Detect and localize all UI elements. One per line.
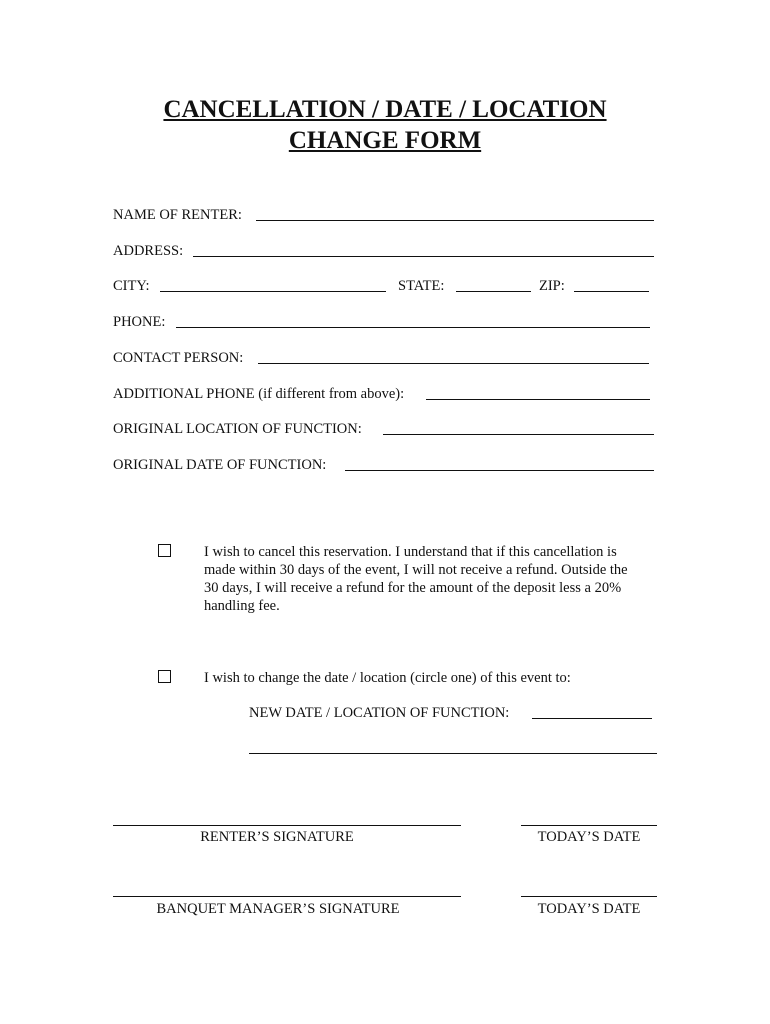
zip-label: ZIP:	[539, 278, 565, 294]
new-date-location-field[interactable]	[532, 718, 652, 719]
cancel-text-line: 30 days, I will receive a refund for the amount of the deposit less a 20%	[204, 580, 622, 596]
renter-date-line[interactable]	[521, 825, 657, 826]
renter-signature-label: RENTER’S SIGNATURE	[200, 829, 354, 845]
state-label: STATE:	[398, 278, 445, 294]
original-location-field[interactable]	[383, 434, 654, 435]
cancel-checkbox[interactable]	[158, 544, 171, 557]
name-of-renter-field[interactable]	[256, 220, 654, 221]
cancel-text-line: I wish to cancel this reservation. I understand that if this cancellation is	[204, 544, 617, 560]
manager-signature-label: BANQUET MANAGER’S SIGNATURE	[156, 901, 400, 917]
address-label: ADDRESS:	[113, 243, 184, 259]
manager-date-label: TODAY’S DATE	[537, 901, 641, 917]
manager-signature-line[interactable]	[113, 896, 461, 897]
renter-date-label: TODAY’S DATE	[537, 829, 641, 845]
phone-label: PHONE:	[113, 314, 166, 330]
phone-field[interactable]	[176, 327, 650, 328]
change-text: I wish to change the date / location (circle one) of this event to:	[204, 670, 571, 686]
form-title-line-2: CHANGE FORM	[288, 127, 482, 154]
renter-signature-line[interactable]	[113, 825, 461, 826]
contact-person-label: CONTACT PERSON:	[113, 350, 244, 366]
new-date-location-field-continued[interactable]	[249, 753, 657, 754]
state-field[interactable]	[456, 291, 531, 292]
original-date-label: ORIGINAL DATE OF FUNCTION:	[113, 457, 327, 473]
city-label: CITY:	[113, 278, 150, 294]
contact-person-field[interactable]	[258, 363, 649, 364]
additional-phone-field[interactable]	[426, 399, 650, 400]
cancel-text-line: made within 30 days of the event, I will not receive a refund. Outside the	[204, 562, 628, 578]
form-title-line-1: CANCELLATION / DATE / LOCATION	[163, 96, 607, 123]
cancel-text-line: handling fee.	[204, 598, 280, 614]
manager-date-line[interactable]	[521, 896, 657, 897]
new-date-location-label: NEW DATE / LOCATION OF FUNCTION:	[249, 705, 510, 721]
additional-phone-label: ADDITIONAL PHONE (if different from above):	[113, 386, 405, 402]
change-checkbox[interactable]	[158, 670, 171, 683]
city-field[interactable]	[160, 291, 386, 292]
zip-field[interactable]	[574, 291, 649, 292]
original-date-field[interactable]	[345, 470, 654, 471]
original-location-label: ORIGINAL LOCATION OF FUNCTION:	[113, 421, 362, 437]
name-of-renter-label: NAME OF RENTER:	[113, 207, 242, 223]
address-field[interactable]	[193, 256, 654, 257]
cancel-text	[204, 543, 654, 615]
